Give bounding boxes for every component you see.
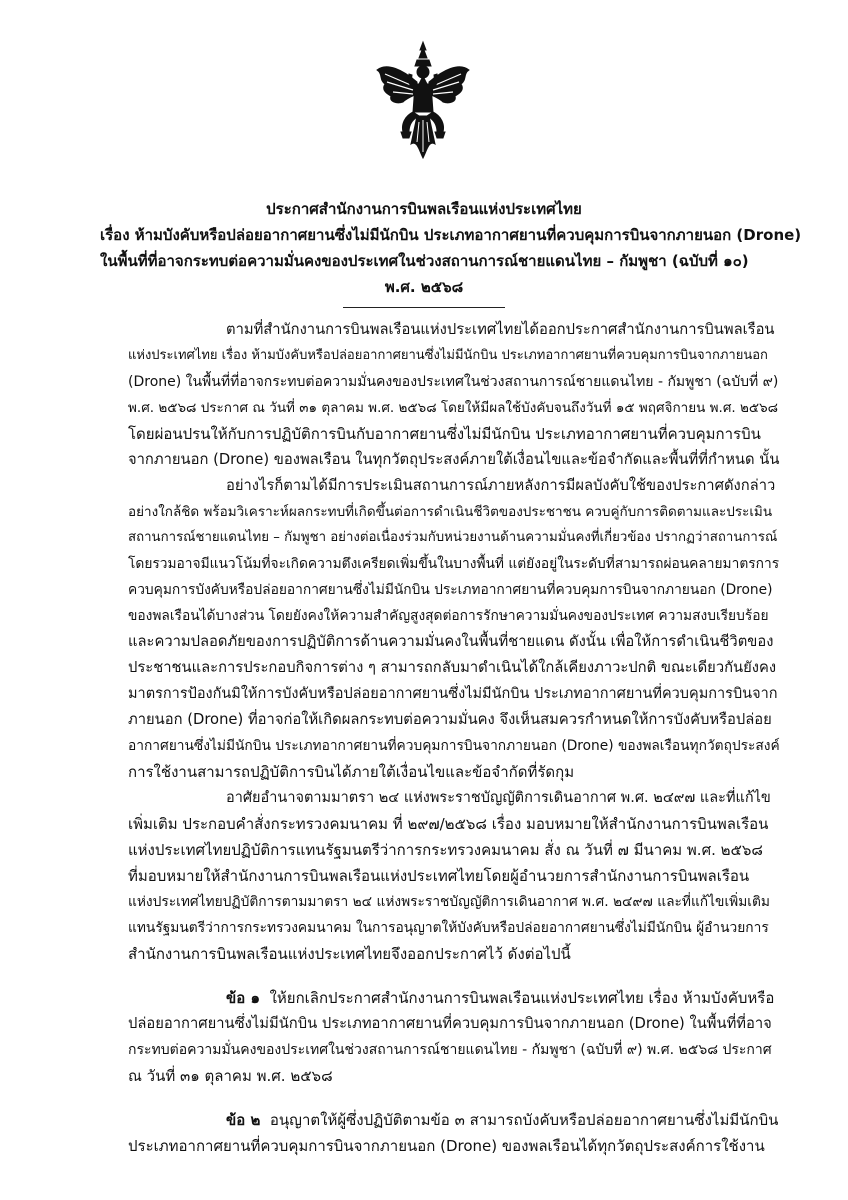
paragraph-3-line: สำนักงานการบินพลเรือนแห่งประเทศไทยจึงออกประกาศไว้ ดังต่อไปนี้ [128, 945, 571, 963]
paragraph-3-line: อาศัยอำนาจตามมาตรา ๒๔ แห่งพระราชบัญญัติการเดินอากาศ พ.ศ. ๒๔๙๗ และที่แก้ไข [226, 790, 771, 806]
clause-1-label: ข้อ ๑ [226, 989, 261, 1007]
paragraph-3-line: เพิ่มเติม ประกอบคำสั่งกระทรวงคมนาคม ที่ ๒๙๗/๒๕๖๘ เรื่อง มอบหมายให้สำนักงานการบินพลเรือน [128, 815, 769, 833]
paragraph-2-line: สถานการณ์ชายแดนไทย – กัมพูชา อย่างต่อเนื่องร่วมกับหน่วยงานด้านความมั่นคงที่เกี่ยวข้อง ปรากฏว่าสถานการณ์ [128, 530, 778, 545]
announcement-agency-title: ประกาศสำนักงานการบินพลเรือนแห่งประเทศไทย [266, 200, 582, 218]
clause-1-line: ปล่อยอากาศยานซึ่งไม่มีนักบิน ประเภทอากาศยานที่ควบคุมการบินจากภายนอก (Drone) ในพื้นที่ที่อาจ [128, 1015, 772, 1032]
clause-2-label: ข้อ ๒ [226, 1111, 261, 1129]
paragraph-3-line: แทนรัฐมนตรีว่าการกระทรวงคมนาคม ในการอนุญาตให้บังคับหรือปล่อยอากาศยานซึ่งไม่มีนักบิน ผู้อำนวยการ [128, 920, 769, 936]
paragraph-2-line: ประชาชนและการประกอบกิจการต่าง ๆ สามารถกลับมาดำเนินได้ใกล้เคียงภาวะปกติ ขณะเดียวกันยังคง [128, 659, 777, 676]
header-divider [343, 307, 505, 308]
clause-2-text: อนุญาตให้ผู้ซึ่งปฏิบัติตามข้อ ๓ สามารถบังคับหรือปล่อยอากาศยานซึ่งไม่มีนักบิน [269, 1111, 779, 1129]
paragraph-3-line: ที่มอบหมายให้สำนักงานการบินพลเรือนแห่งประเทศไทยโดยผู้อำนวยการสำนักงานการบินพลเรือน [128, 867, 750, 885]
paragraph-2-line: ควบคุมการบังคับหรือปล่อยอากาศยานซึ่งไม่มีนักบิน ประเภทอากาศยานที่ควบคุมการบินจากภายนอก (Drone) [128, 582, 773, 598]
paragraph-3-line: แห่งประเทศไทยปฏิบัติการแทนรัฐมนตรีว่าการกระทรวงคมนาคม สั่ง ณ วันที่ ๗ มีนาคม พ.ศ. ๒๕๖๘ [128, 841, 763, 859]
paragraph-2-line: และความปลอดภัยของการปฏิบัติการด้านความมั่นคงในพื้นที่ชายแดน ดังนั้น เพื่อให้การดำเนินชีวิตของ [128, 633, 774, 650]
paragraph-2-line: โดยรวมอาจมีแนวโน้มที่จะเกิดความตึงเครียดเพิ่มขึ้นในบางพื้นที่ แต่ยังอยู่ในระดับที่สามารถผ่อนคลายมาตรการ [128, 556, 780, 572]
paragraph-1-line: พ.ศ. ๒๕๖๘ ประกาศ ณ วันที่ ๓๑ ตุลาคม พ.ศ. ๒๕๖๘ โดยให้มีผลใช้บังคับจนถึงวันที่ ๑๕ พฤศจิกายน พ.ศ. ๒๕๖๘ [128, 400, 779, 416]
paragraph-2-line: อย่างใกล้ชิด พร้อมวิเคราะห์ผลกระทบที่เกิดขึ้นต่อการดำเนินชีวิตของประชาชน ควบคู่กับการติดตามและประเมิน [128, 504, 773, 520]
paragraph-2-line: ของพลเรือนได้บางส่วน โดยยังคงให้ความสำคัญสูงสุดต่อการรักษาความมั่นคงของประเทศ ความสงบเรียบร้อย [128, 608, 769, 624]
paragraph-3-line: แห่งประเทศไทยปฏิบัติการตามมาตรา ๒๔ แห่งพระราชบัญญัติการเดินอากาศ พ.ศ. ๒๔๙๗ และที่แก้ไขเพิ่มเติม [128, 894, 770, 910]
paragraph-2-line: การใช้งานสามารถปฏิบัติการบินได้ภายใต้เงื่อนไขและข้อจำกัดที่รัดกุม [128, 763, 575, 781]
paragraph-1-line: จากภายนอก (Drone) ของพลเรือน ในทุกวัตถุประสงค์ภายใต้เงื่อนไขและข้อจำกัดและพื้นที่ที่กำหนด นั้น [128, 451, 780, 468]
announcement-subject-continued: ในพื้นที่ที่อาจกระทบต่อความมั่นคงของประเทศในช่วงสถานการณ์ชายแดนไทย – กัมพูชา (ฉบับที่ ๑๐) [100, 252, 749, 270]
clause-1-line: ณ วันที่ ๓๑ ตุลาคม พ.ศ. ๒๕๖๘ [128, 1067, 333, 1085]
announcement-subject: เรื่อง ห้ามบังคับหรือปล่อยอากาศยานซึ่งไม่มีนักบิน ประเภทอากาศยานที่ควบคุมการบินจากภายนอก (Drone) [100, 226, 802, 244]
announcement-year: พ.ศ. ๒๕๖๘ [384, 278, 464, 296]
clause-1-line: กระทบต่อความมั่นคงของประเทศในช่วงสถานการณ์ชายแดนไทย - กัมพูชา (ฉบับที่ ๙) พ.ศ. ๒๕๖๘ ประกาศ [128, 1042, 772, 1058]
paragraph-1-line: โดยผ่อนปรนให้กับการปฏิบัติการบินกับอากาศยานซึ่งไม่มีนักบิน ประเภทอากาศยานที่ควบคุมการบิน [128, 425, 761, 443]
paragraph-2-line: มาตรการป้องกันมิให้การบังคับหรือปล่อยอากาศยานซึ่งไม่มีนักบิน ประเภทอากาศยานที่ควบคุมการบินจาก [128, 686, 778, 702]
paragraph-1-line: แห่งประเทศไทย เรื่อง ห้ามบังคับหรือปล่อยอากาศยานซึ่งไม่มีนักบิน ประเภทอากาศยานที่ควบคุมการบินจากภายนอก [128, 348, 768, 363]
paragraph-1-line: ตามที่สำนักงานการบินพลเรือนแห่งประเทศไทยได้ออกประกาศสำนักงานการบินพลเรือน [226, 321, 775, 338]
paragraph-2-line: อย่างไรก็ตามได้มีการประเมินสถานการณ์ภายหลังการมีผลบังคับใช้ของประกาศดังกล่าว [226, 477, 776, 494]
paragraph-1-line: (Drone) ในพื้นที่ที่อาจกระทบต่อความมั่นคงของประเทศในช่วงสถานการณ์ชายแดนไทย - กัมพูชา (ฉบับที่ ๙) [128, 374, 779, 390]
clause-1-first-line [226, 986, 774, 1010]
clause-2-line: ประเภทอากาศยานที่ควบคุมการบินจากภายนอก (Drone) ของพลเรือนได้ทุกวัตถุประสงค์การใช้งาน [128, 1137, 765, 1155]
paragraph-2-line: ภายนอก (Drone) ที่อาจก่อให้เกิดผลกระทบต่อความมั่นคง จึงเห็นสมควรกำหนดให้การบังคับหรือปล่อย [128, 711, 772, 728]
garuda-emblem-icon [373, 40, 473, 162]
clause-2-first-line [226, 1108, 778, 1132]
clause-1-text: ให้ยกเลิกประกาศสำนักงานการบินพลเรือนแห่งประเทศไทย เรื่อง ห้ามบังคับหรือ [269, 989, 775, 1007]
paragraph-2-line: อากาศยานซึ่งไม่มีนักบิน ประเภทอากาศยานที่ควบคุมการบินจากภายนอก (Drone) ของพลเรือนทุกวัตถุประสงค์ [128, 738, 780, 754]
